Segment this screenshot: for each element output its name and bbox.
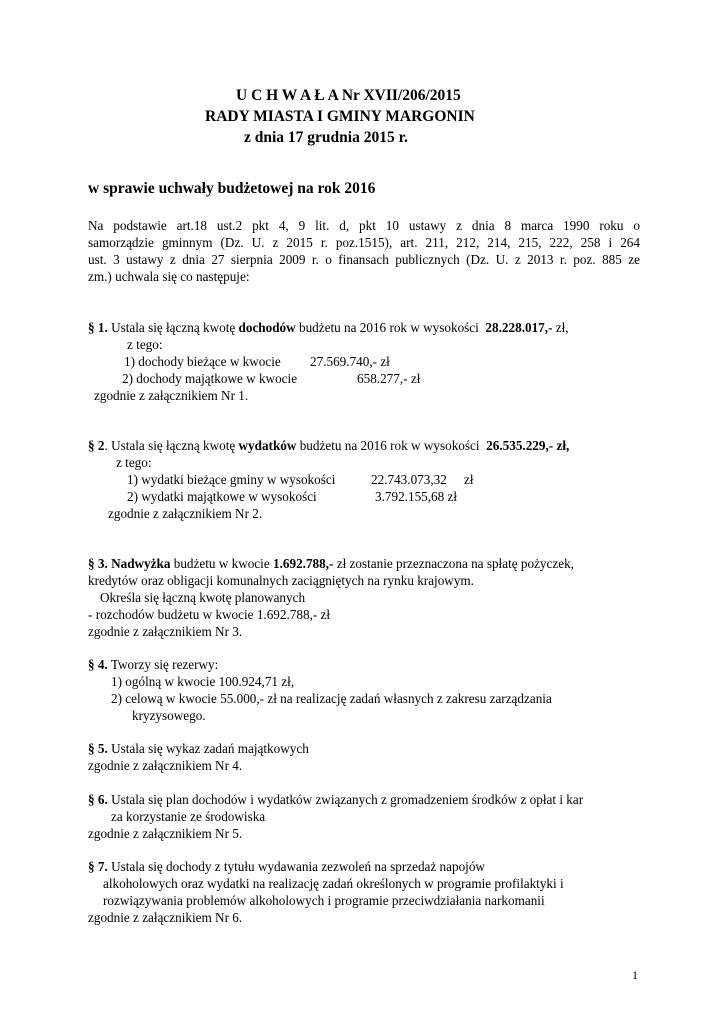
section-number: § 3. [88, 556, 108, 571]
current-income-amount: 27.569.740,- zł [310, 354, 390, 369]
section-2-heading [88, 437, 569, 454]
section-text: Określa się łączną kwotę planowanych [100, 590, 306, 605]
section-7-heading [88, 858, 485, 875]
general-reserve-line: 1) ogólną w kwocie 100.924,71 zł, [111, 674, 295, 689]
section-number: § 5. [88, 741, 108, 756]
resolution-date: z dnia 17 grudnia 2015 r. [244, 129, 408, 146]
current-expenses-amount: 22.743.073,32 [371, 472, 447, 487]
capital-income-label: 2) dochody majątkowe w kwocie [122, 371, 298, 386]
attachment-reference: zgodnie z załącznikiem Nr 5. [88, 826, 243, 841]
section-text: Ustala się dochody z tytułu wydawania zezwoleń na sprzedaż napojów [107, 859, 485, 874]
preamble [88, 217, 640, 285]
total-expenses-amount: 26.535.229,- zł, [486, 438, 570, 453]
resolution-subject: w sprawie uchwały budżetowej na rok 2016 [88, 180, 376, 197]
resolution-number: U C H W A Ł A Nr XVII/206/2015 [236, 87, 461, 104]
preamble-line: zm.) uchwala się co następuje: [88, 269, 250, 284]
council-name: RADY MIASTA I GMINY MARGONIN [205, 108, 475, 125]
surplus-keyword: Nadwyżka [107, 556, 171, 571]
preamble-line: Na podstawie art.18 ust.2 pkt 4, 9 lit. d, pkt 10 ustawy z dnia 8 marca 1990 roku o [88, 218, 640, 233]
section-text: kredytów oraz obligacji komunalnych zaciągniętych na rynku krajowym. [88, 573, 474, 588]
section-text: Ustala się łączną kwotę [107, 320, 239, 335]
section-text: zł zostanie przeznaczona na spłatę pożyczek, [333, 556, 574, 571]
capital-expenses-label: 2) wydatki majątkowe w wysokości [127, 489, 317, 504]
unit: zł [464, 472, 474, 487]
section-3-heading [88, 555, 574, 572]
attachment-reference: zgodnie z załącznikiem Nr 2. [108, 506, 263, 521]
total-income-amount: 28.228.017,- [485, 320, 553, 335]
preamble-line: ust. 3 ustawy z dnia 27 sierpnia 2009 r. o finansach publicznych (Dz. U. z 2013 r. poz. 885 ze [88, 252, 640, 267]
of-which-label: z tego: [116, 455, 152, 470]
section-text: za korzystanie ze środowiska [111, 809, 266, 824]
section-text: Tworzy się rezerwy: [107, 657, 219, 672]
section-number: § 6. [88, 792, 108, 807]
expenses-keyword: wydatków [238, 438, 297, 453]
current-expenses-label: 1) wydatki bieżące gminy w wysokości [127, 472, 336, 487]
current-income-label: 1) dochody bieżące w kwocie [124, 354, 281, 369]
section-text: Ustala się plan dochodów i wydatków związanych z gromadzeniem środków z opłat i kar [107, 792, 584, 807]
attachment-reference: zgodnie z załącznikiem Nr 3. [88, 624, 243, 639]
section-1-heading [88, 319, 569, 336]
section-text: budżetu w kwocie [170, 556, 273, 571]
of-which-label: z tego: [127, 337, 163, 352]
section-text: . Ustala się łączną kwotę [104, 438, 239, 453]
capital-expenses-amount: 3.792.155,68 zł [375, 489, 458, 504]
section-number: § 7. [88, 859, 108, 874]
attachment-reference: zgodnie z załącznikiem Nr 6. [88, 910, 243, 925]
section-number: § 2 [88, 438, 105, 453]
section-text: Ustala się wykaz zadań majątkowych [107, 741, 309, 756]
targeted-reserve-line: 2) celową w kwocie 55.000,- zł na realizację zadań własnych z zakresu zarządzania [111, 691, 552, 706]
outflows-line: - rozchodów budżetu w kwocie 1.692.788,- zł [88, 607, 331, 622]
section-5-heading [88, 740, 309, 757]
section-text: alkoholowych oraz wydatki na realizację zadań określonych w programie profilaktyki i [103, 876, 564, 891]
section-4-heading [88, 656, 218, 673]
preamble-line: samorządzie gminnym (Dz. U. z 2015 r. poz.1515), art. 211, 212, 214, 215, 222, 258 i 264 [88, 235, 640, 250]
section-6-heading [88, 791, 583, 808]
section-number: § 4. [88, 657, 108, 672]
section-text: budżetu na 2016 rok w wysokości [296, 438, 483, 453]
attachment-reference: zgodnie z załącznikiem Nr 1. [94, 388, 249, 403]
targeted-reserve-line-cont: kryzysowego. [132, 708, 206, 723]
page-number: 1 [632, 968, 638, 982]
income-keyword: dochodów [238, 320, 296, 335]
surplus-amount: 1.692.788,- [272, 556, 334, 571]
section-text: budżetu na 2016 rok w wysokości [295, 320, 483, 335]
section-number: § 1. [88, 320, 108, 335]
attachment-reference: zgodnie z załącznikiem Nr 4. [88, 758, 243, 773]
capital-income-amount: 658.277,- zł [357, 371, 421, 386]
unit: zł, [552, 320, 569, 335]
section-text: rozwiązywania problemów alkoholowych i programie przeciwdziałania narkomanii [103, 893, 545, 908]
